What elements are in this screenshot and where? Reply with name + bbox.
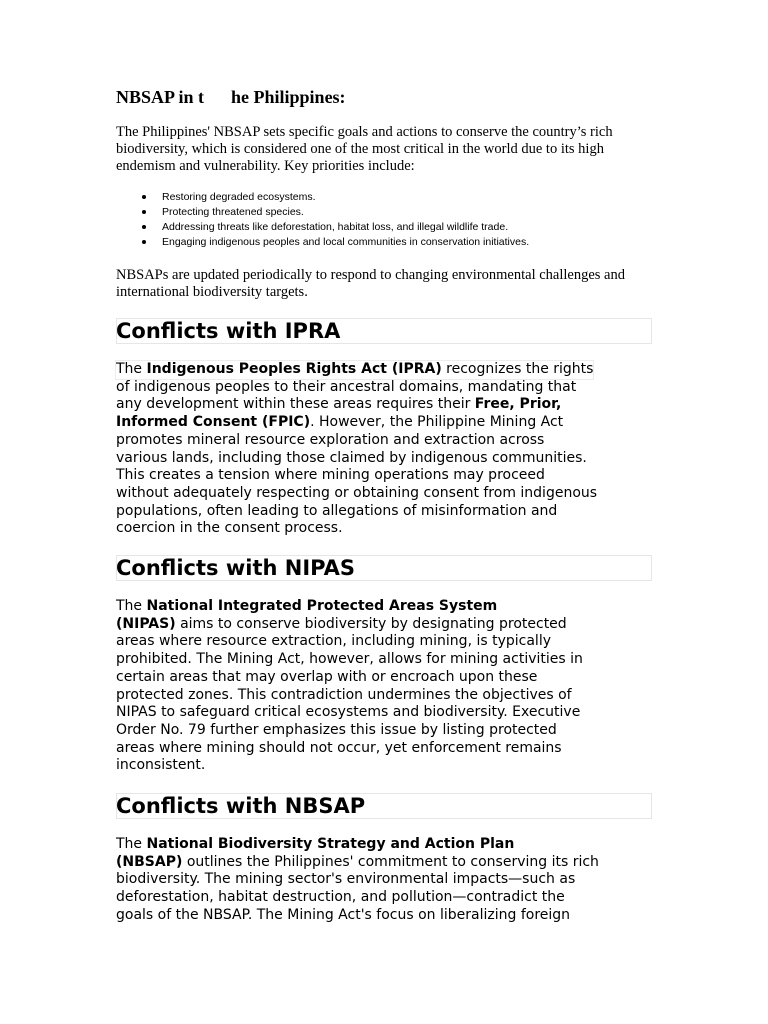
- text-line: of indigenous peoples to their ancestral domains, mandating that: [116, 378, 577, 395]
- text-run: aims to conserve biodiversity by designating protected: [175, 615, 567, 632]
- text-line: without adequately respecting or obtaining consent from indigenous: [116, 484, 598, 501]
- heading-ipra: Conflicts with IPRA: [116, 319, 341, 343]
- text-line: This creates a tension where mining operations may proceed: [116, 467, 545, 484]
- text-run: outlines the Philippines' commitment to conserving its rich: [182, 853, 599, 870]
- text-line: areas where mining should not occur, yet enforcement remains: [116, 739, 562, 756]
- text-run: recognizes the rights: [441, 361, 594, 377]
- nbsap-paragraph: [116, 836, 656, 925]
- nipas-term: National Integrated Protected Areas System: [146, 598, 498, 614]
- list-item: Addressing threats like deforestation, habitat loss, and illegal wildlife trade.: [116, 220, 656, 235]
- nipas-paragraph: [116, 598, 656, 775]
- text-line: certain areas that may overlap with or encroach upon these: [116, 668, 538, 685]
- list-item: Protecting threatened species.: [116, 205, 656, 220]
- text-line: Order No. 79 further emphasizes this issue by listing protected: [116, 721, 557, 738]
- list-item: Engaging indigenous peoples and local communities in conservation initiatives.: [116, 235, 656, 250]
- text-run: The: [116, 598, 147, 614]
- heading-nbsap: Conflicts with NBSAP: [116, 794, 366, 818]
- text-run: The: [116, 836, 147, 852]
- nbsap-outro: NBSAPs are updated periodically to respond to changing environmental challenges and international biodiversity targets.: [116, 267, 625, 300]
- text-line: biodiversity. The mining sector's environmental impacts—such as: [116, 871, 576, 888]
- text-line: protected zones. This contradiction undermines the objectives of: [116, 686, 572, 703]
- text-line: populations, often leading to allegations of misinformation and: [116, 502, 558, 519]
- text-line: promotes mineral resource exploration and extraction across: [116, 431, 545, 448]
- heading-nipas: Conflicts with NIPAS: [116, 556, 355, 580]
- nbsap-term: National Biodiversity Strategy and Action Plan: [146, 836, 515, 852]
- nbsap-title: NBSAP in t he Philippines:: [116, 87, 346, 107]
- text-line: prohibited. The Mining Act, however, allows for mining activities in: [116, 651, 583, 668]
- text-line: NIPAS to safeguard critical ecosystems and biodiversity. Executive: [116, 704, 581, 721]
- ipra-term: Indigenous Peoples Rights Act (IPRA): [146, 361, 442, 377]
- list-item: Restoring degraded ecosystems.: [116, 190, 656, 205]
- nbsap-intro: The Philippines' NBSAP sets specific goals and actions to conserve the country’s rich biodiversity, which is considered one of the most critical in the world due to its high endemism and vulnerability. Key priorities include:: [116, 124, 613, 174]
- fpic-term: Free, Prior,: [474, 396, 562, 413]
- nipas-term: (NIPAS): [116, 615, 176, 632]
- text-run: . However, the Philippine Mining Act: [310, 414, 564, 431]
- text-line: goals of the NBSAP. The Mining Act's focus on liberalizing foreign: [116, 906, 571, 923]
- text-line: inconsistent.: [116, 757, 206, 774]
- priority-list: [116, 190, 656, 250]
- text-line: various lands, including those claimed by indigenous communities.: [116, 449, 587, 466]
- text-line: coercion in the consent process.: [116, 520, 343, 537]
- nbsap-term: (NBSAP): [116, 853, 183, 870]
- fpic-term: Informed Consent (FPIC): [116, 414, 311, 431]
- text-run: any development within these areas requires their: [116, 396, 475, 413]
- text-run: The: [116, 361, 147, 377]
- text-line: deforestation, habitat destruction, and pollution—contradict the: [116, 889, 565, 906]
- ipra-paragraph: [116, 361, 656, 538]
- text-line: areas where resource extraction, including mining, is typically: [116, 633, 551, 650]
